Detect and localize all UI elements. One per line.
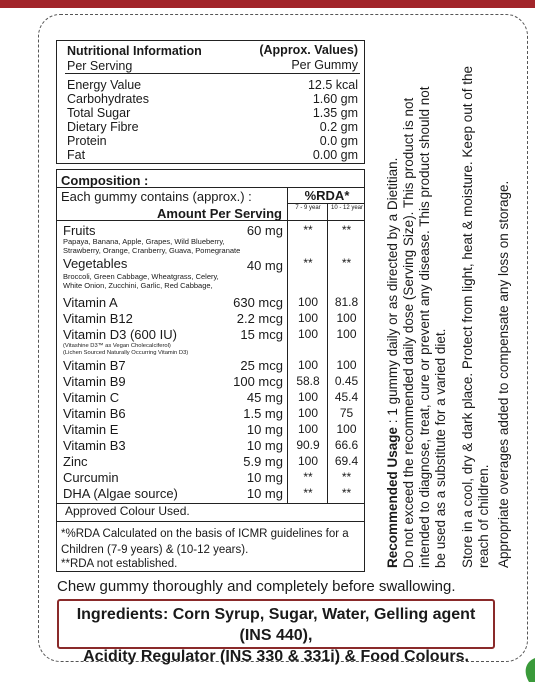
rda-not-established-note: **RDA not established.	[61, 558, 178, 570]
chew-instruction: Chew gummy thoroughly and completely before swallowing.	[57, 578, 456, 595]
age-10-12-label: 10 - 12 year	[330, 205, 364, 211]
storage-column	[460, 66, 492, 568]
per-gummy-label: Per Gummy	[291, 58, 358, 72]
usage-label: Recommended Usage	[385, 426, 400, 568]
warning-line-2: intended to diagnose, treat, cure or prevent any disease. This product should not	[417, 86, 432, 568]
ingredients-line-2: Acidity Regulator (INS 330 & 331i) & Food Colours.	[83, 648, 469, 665]
warning-line-1: Do not exceed the recommended daily dose (Serving Size). This product is not	[401, 97, 416, 568]
age-7-9-label: 7 - 9 year	[295, 205, 321, 211]
composition-table: Composition : Each gummy contains (approx.) : %RDA* Amount Per Serving 7 - 9 year 10 - 12 year Fruits 60 mg ** ** Papaya, Banana, Apple, Grapes, Wild Blueberry, Strawberry, Orange, Cranberry, Guava, Pomegranate Vegetables 40 mg ** ** Broccoli, Green Cabbage, Wheatgrass, Celery, White Onion, Zucchini, Garlic, Red Cabbage, Vitamin A 630 mcg 100 81.8 Vitamin B12 2.2 mcg 100 100 Vitamin D3 (600 IU) 15 mcg 100 100 (Vitashine D3™ as Vegan Cholecalciferol) (Lichen Sourced Naturally Occurring Vitamin D3) Vitamin B7 25 mcg 100 100 Vitamin B9 100 mcg 58.8 0.45 Vitamin C 45 mg 100 45.4 Vitamin B6 1.5 mg 100 75 Vitamin E 10 mg 100 100 Vitamin B3 10 mg 90.9 66.6 Zinc 5.9 mg 100 69.4 Curcumin 10 mg ** ** DHA (Algae source) 10 mg ** ** Approved Colour Used. *%RDA Calculated on the basis of ICMR guidelines for a Children (7-9 years) & (10-12 years). **RDA not established.	[56, 169, 365, 572]
amount-header: Amount Per Serving	[157, 206, 282, 221]
nutrition-row: Carbohydrates 1.60 gm	[67, 92, 358, 106]
nutrition-row: Energy Value 12.5 kcal	[67, 78, 358, 92]
nutrition-row: Protein 0.0 gm	[67, 134, 358, 148]
usage-column	[385, 86, 449, 568]
nutrition-row: Total Sugar 1.35 gm	[67, 106, 358, 120]
rda-divider	[288, 203, 364, 204]
overage-column	[496, 181, 512, 568]
approx-values-label: (Approx. Values)	[259, 43, 358, 57]
top-red-band	[0, 0, 535, 8]
ingredients-line-1: Ingredients: Corn Syrup, Sugar, Water, Gelling agent (INS 440),	[76, 606, 476, 644]
leaf-icon	[521, 654, 535, 682]
nutrition-divider	[65, 73, 360, 74]
warning-line-3: be used as a substitute for a varied diet.	[433, 328, 448, 568]
approved-colour-note: Approved Colour Used.	[65, 504, 190, 518]
each-gummy-label: Each gummy contains (approx.) :	[61, 189, 252, 204]
composition-title: Composition :	[61, 173, 149, 188]
per-serving-label: Per Serving	[67, 59, 133, 73]
nutrition-table	[56, 40, 365, 164]
column-divider	[287, 187, 288, 503]
rda-header: %RDA*	[304, 188, 350, 203]
ingredients-box	[57, 599, 495, 665]
storage-line-1: Store in a cool, dry & dark place. Protect from light, heat & moisture. Keep out of the	[460, 65, 475, 568]
overage-note: Appropriate overages added to compensate any loss on storage.	[496, 180, 511, 568]
nutrition-row: Dietary Fibre 0.2 gm	[67, 120, 358, 134]
usage-text: : 1 gummy daily or as directed by a Dietitian.	[385, 157, 400, 424]
storage-line-2: reach of children.	[476, 464, 491, 568]
rda-footnote: *%RDA Calculated on the basis of ICMR guidelines for a Children (7-9 years) & (10-12 years).	[61, 528, 349, 556]
footnote-divider	[57, 521, 364, 522]
nutrition-title: Nutritional Information	[67, 44, 202, 58]
header-divider	[57, 220, 364, 221]
nutrition-row: Fat 0.00 gm	[67, 148, 358, 162]
